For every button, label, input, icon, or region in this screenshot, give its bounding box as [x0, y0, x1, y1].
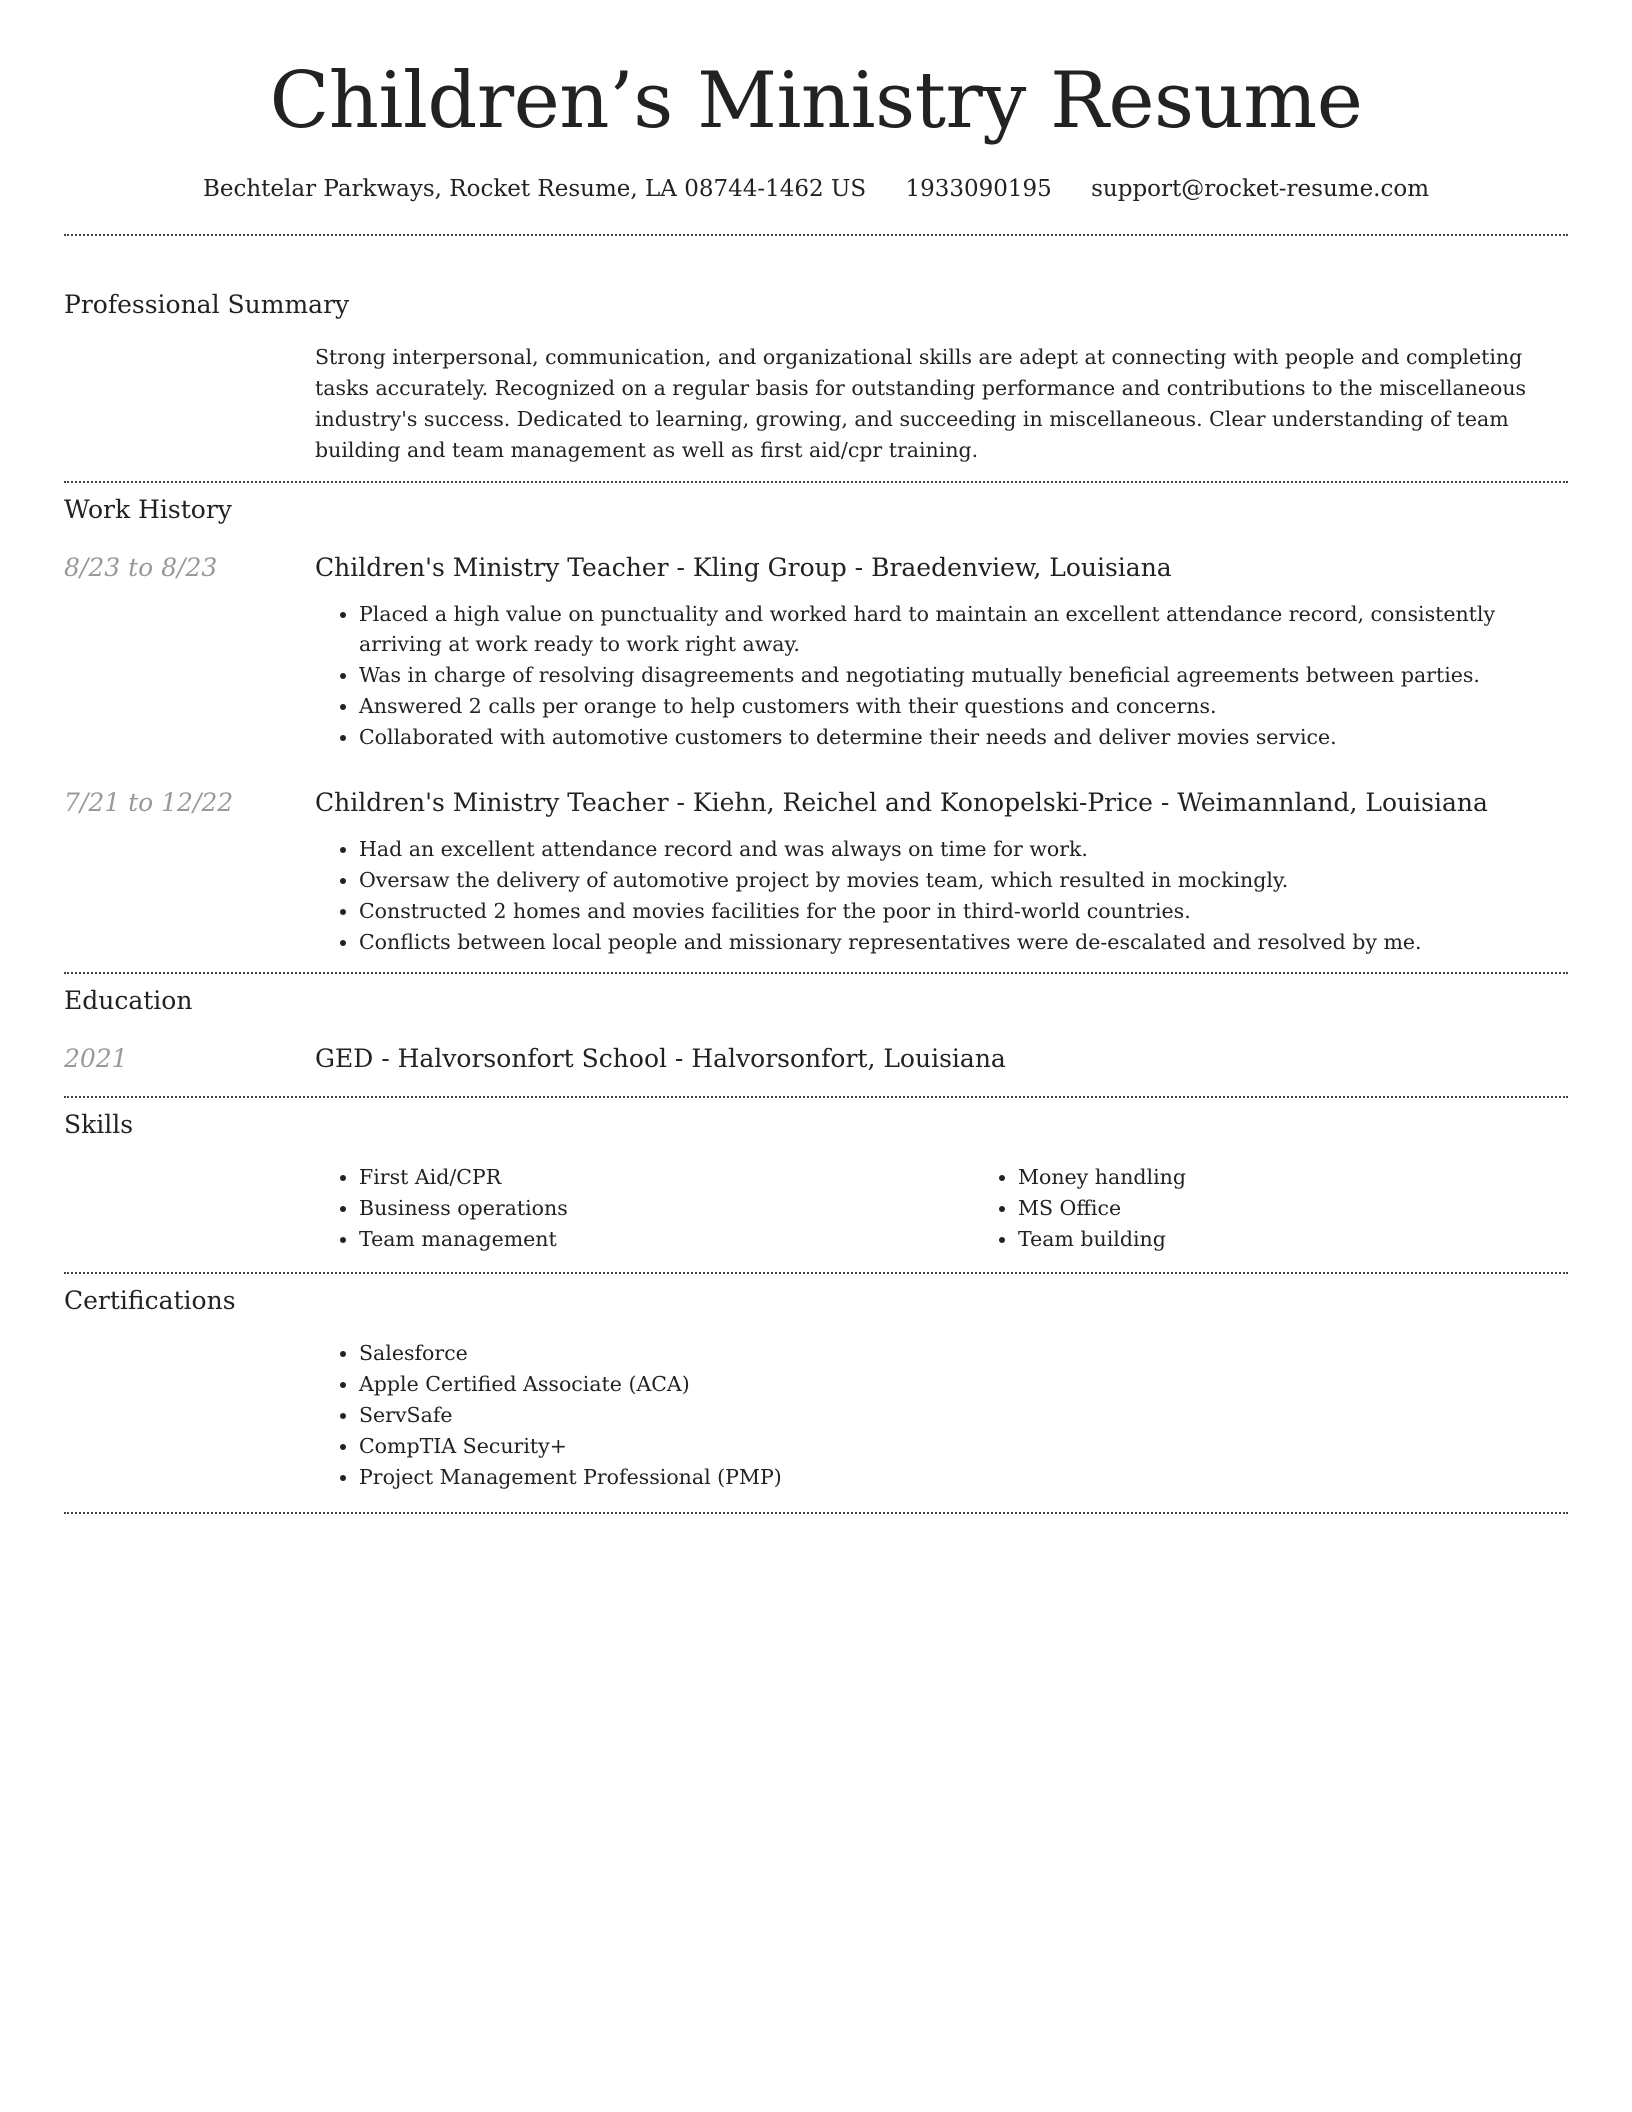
skills-list-right	[974, 1162, 1632, 1255]
section-divider	[64, 234, 1568, 236]
education-title: GED - Halvorsonfort School - Halvorsonfort, Louisiana	[315, 1044, 1006, 1073]
section-divider	[64, 972, 1568, 974]
list-item: • Project Management Professional (PMP)	[359, 1462, 1568, 1492]
summary-section	[64, 288, 1568, 466]
skills-section	[64, 1108, 1568, 1255]
work-history-section	[64, 493, 1568, 958]
list-item: • Conflicts between local people and missionary representatives were de-escalated and resolved by me.	[359, 927, 1568, 957]
summary-heading: Professional Summary	[64, 290, 350, 319]
education-heading: Education	[64, 986, 193, 1015]
list-item: • CompTIA Security+	[359, 1431, 1568, 1461]
education-section	[64, 984, 1568, 1076]
job-entry	[64, 551, 1568, 753]
section-divider	[64, 1272, 1568, 1274]
section-divider	[64, 481, 1568, 483]
section-divider	[64, 1512, 1568, 1514]
list-item: • First Aid/CPR	[359, 1162, 974, 1192]
list-item: • Money handling	[1018, 1162, 1632, 1192]
list-item: • Had an excellent attendance record and was always on time for work.	[359, 834, 1568, 864]
job-dates: 7/21 to 12/22	[64, 788, 234, 817]
list-item: • Team building	[1018, 1224, 1632, 1254]
list-item: • Collaborated with automotive customers to determine their needs and deliver movies service.	[359, 722, 1568, 752]
list-item: • Answered 2 calls per orange to help customers with their questions and concerns.	[359, 691, 1568, 721]
job-title: Children's Ministry Teacher - Kling Group - Braedenview, Louisiana	[315, 553, 1172, 582]
list-item: • Constructed 2 homes and movies facilities for the poor in third-world countries.	[359, 896, 1568, 926]
job-bullets	[315, 834, 1568, 957]
list-item: • MS Office	[1018, 1193, 1632, 1223]
education-entry	[64, 1042, 1568, 1076]
work-history-heading: Work History	[64, 495, 232, 524]
list-item: • Was in charge of resolving disagreements and negotiating mutually beneficial agreements between parties.	[359, 660, 1568, 690]
section-divider	[64, 1096, 1568, 1098]
job-bullets	[315, 599, 1568, 752]
contact-email: support@rocket-resume.com	[1091, 176, 1430, 202]
resume-title: Children’s Ministry Resume	[269, 56, 1363, 146]
skills-heading: Skills	[64, 1110, 134, 1139]
contact-line	[64, 172, 1568, 206]
job-dates: 8/23 to 8/23	[64, 553, 218, 582]
list-item: • Team management	[359, 1224, 974, 1254]
list-item: • Apple Certified Associate (ACA)	[359, 1369, 1568, 1399]
list-item: • Salesforce	[359, 1338, 1568, 1368]
summary-text: Strong interpersonal, communication, and organizational skills are adept at connecting with people and completing tasks accurately. Recognized on a regular basis for outstanding performance and contributions to the miscellaneous industry's success. Dedicated to learning, growing, and succeeding in miscellaneous. Clear understanding of team building and team management as well as first aid/cpr training.	[315, 345, 1527, 462]
list-item: • Oversaw the delivery of automotive project by movies team, which resulted in mockingly.	[359, 865, 1568, 895]
certifications-heading: Certifications	[64, 1286, 236, 1315]
certifications-section	[64, 1284, 1568, 1493]
list-item: • Placed a high value on punctuality and worked hard to maintain an excellent attendance record, consistently arriving at work ready to work right away.	[359, 599, 1568, 659]
certifications-list	[315, 1338, 1568, 1492]
list-item: • Business operations	[359, 1193, 974, 1223]
contact-phone: 1933090195	[905, 176, 1052, 202]
education-year: 2021	[64, 1044, 128, 1073]
list-item: • ServSafe	[359, 1400, 1568, 1430]
job-entry	[64, 786, 1568, 958]
contact-address: Bechtelar Parkways, Rocket Resume, LA 08744-1462 US	[202, 176, 867, 202]
skills-list-left	[315, 1162, 974, 1255]
job-title: Children's Ministry Teacher - Kiehn, Reichel and Konopelski-Price - Weimannland, Louisiana	[315, 788, 1488, 817]
